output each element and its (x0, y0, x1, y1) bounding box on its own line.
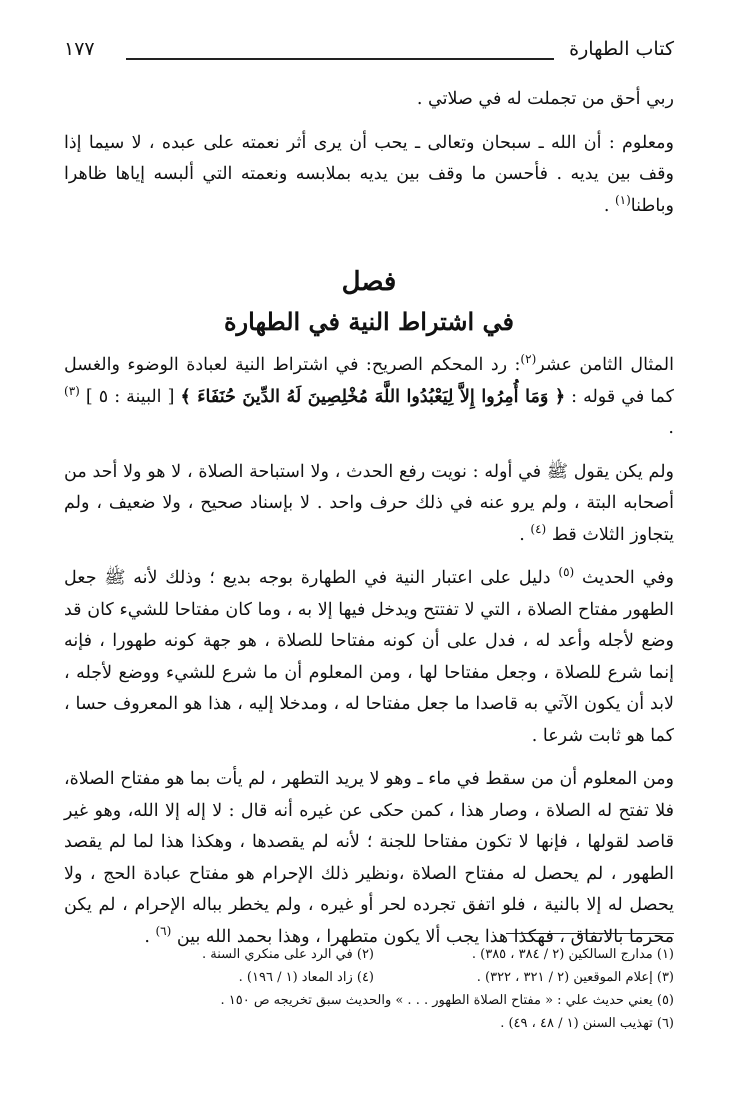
paragraph-example-18: المثال الثامن عشر$^{(٢)}$: رد المحكم الصريح: في اشتراط النية لعبادة الوضوء والغسل كما في قوله : ﴿ وَمَا أُمِرُوا إِلاَّ لِيَعْبُدُوا اللَّهَ مُخْلِصِينَ لَهُ الدِّينَ حُنَفَاءَ ﴾ [ البينة : ٥ ] $^{(٣)}$ . (64, 352, 674, 438)
paragraph-poem-line: ربي أحق من تجملت له في صلاتي . (416, 89, 674, 109)
footnote-5: (٥) يعني حديث علي : « مفتاح الصلاة الطهور . . . » والحديث سبق تخريجه ص ١٥٠ . (220, 993, 674, 1008)
footnote-3: (٣) إعلام الموقعين (٢ / ٣٢١ ، ٣٢٢) . (476, 970, 674, 985)
paragraph-fallen-in-water: ومن المعلوم أن من سقط في ماء ـ وهو لا يريد التطهر ، لم يأت بما هو مفتاح الصلاة، فلا تفتح له الصلاة ، وصار هذا ، كمن حكى عن غيره أنه قال : لا إله إلا الله، وهو غير قاصد لقولها ، فإنها لا تكون مفتاحا للجنة ؛ لأنه لم يقصدها ، وهكذا هذا لما لم يقصد الطهور ، لم يحصل له مفتاح الصلاة ،ونظير ذلك الإحرام هو مفتاح عبادة الحج ، ولا يحصل له إلا بالنية ، فلو اتفق تجرده لحر أو غيره ، ولم يخطر بباله الإحرام ، لم يكن محرما بالاتفاق ، فهكذا هذا يجب ألا يكون متطهرا ، وهذا بحمد الله بين $^{(٦)}$ . (64, 769, 674, 947)
main-text (64, 84, 674, 965)
running-title: كتاب الطهارة (563, 38, 674, 60)
page-header (64, 34, 674, 70)
footnote-6: (٦) تهذيب السنن (١ / ٤٨ ، ٤٩) . (500, 1016, 674, 1031)
section-subtitle: في اشتراط النية في الطهارة (223, 307, 515, 336)
paragraph-no-utterance: ولم يكن يقول ﷺ في أوله : نويت رفع الحدث ، ولا استباحة الصلاة ، لا هو ولا أحد من أصحابه البتة ، ولم يرو عنه في ذلك حرف واحد . لا بإسناد صحيح ، ولا ضعيف ، ولم يتجاوز الثلاث قط $^{(٤)}$ . (64, 461, 674, 545)
footnote-ref-6[interactable]: (٦) (155, 923, 172, 938)
verse-citation: [ البينة : ٥ ] (85, 386, 175, 407)
paragraph-blessing: ومعلوم : أن الله ـ سبحان وتعالى ـ يحب أن يرى أثر نعمته على عبده ، لا سيما إذا وقف بين يديه . فأحسن ما وقف بين يديه بملابسه ونعمته التي ألبسه إياها ظاهرا وباطنا$^{(١)}$ . (64, 132, 674, 216)
quran-verse: ﴿ وَمَا أُمِرُوا إِلاَّ لِيَعْبُدُوا اللَّهَ مُخْلِصِينَ لَهُ الدِّينَ حُنَفَاءَ ﴾ (180, 386, 566, 407)
footnote-2: (٢) في الرد على منكري السنة . (201, 947, 374, 962)
footnotes (64, 943, 674, 1035)
section-title: فصل (341, 267, 397, 297)
page-number: ١٧٧ (64, 38, 95, 60)
footnote-1: (١) مدارج السالكين (٢ / ٣٨٤ ، ٣٨٥) . (471, 947, 674, 962)
footnote-row (64, 943, 674, 966)
footnote-ref-3[interactable]: (٣) (64, 383, 80, 398)
paragraph-hadith-key: وفي الحديث $^{(٥)}$ دليل على اعتبار النية في الطهارة بوجه بديع ؛ وذلك لأنه ﷺ جعل الطهور مفتاح الصلاة ، التي لا تفتتح ويدخل فيها إلا به ، وما كان مفتاحا للشيء كان قد وضع لأجله وأعد له ، فدل على أن كونه مفتاحا للصلاة ، هو جهة كونه طهورا ، فإنه إنما شرع للصلاة ، وجعل مفتاحا لها ، ومن المعلوم أن ما شرع للشيء ووضع لأجله ، لابد أن يكون الآتي به قاصدا ما جعل مفتاحا له ، ومدخلا إليه ، هذا هو المعروف حسا ، كما هو ثابت شرعا . (64, 565, 674, 746)
header-rule (126, 58, 554, 60)
footnote-row (64, 966, 674, 989)
footnote-ref-1[interactable]: (١) (614, 192, 631, 207)
footnote-ref-2[interactable]: (٢) (520, 352, 537, 367)
footnote-4: (٤) زاد المعاد (١ / ١٩٦) . (238, 970, 374, 985)
footnote-separator (506, 933, 674, 934)
section-heading (64, 262, 674, 342)
footnote-ref-4[interactable]: (٤) (530, 521, 547, 536)
footnote-ref-5[interactable]: (٥) (558, 565, 575, 580)
